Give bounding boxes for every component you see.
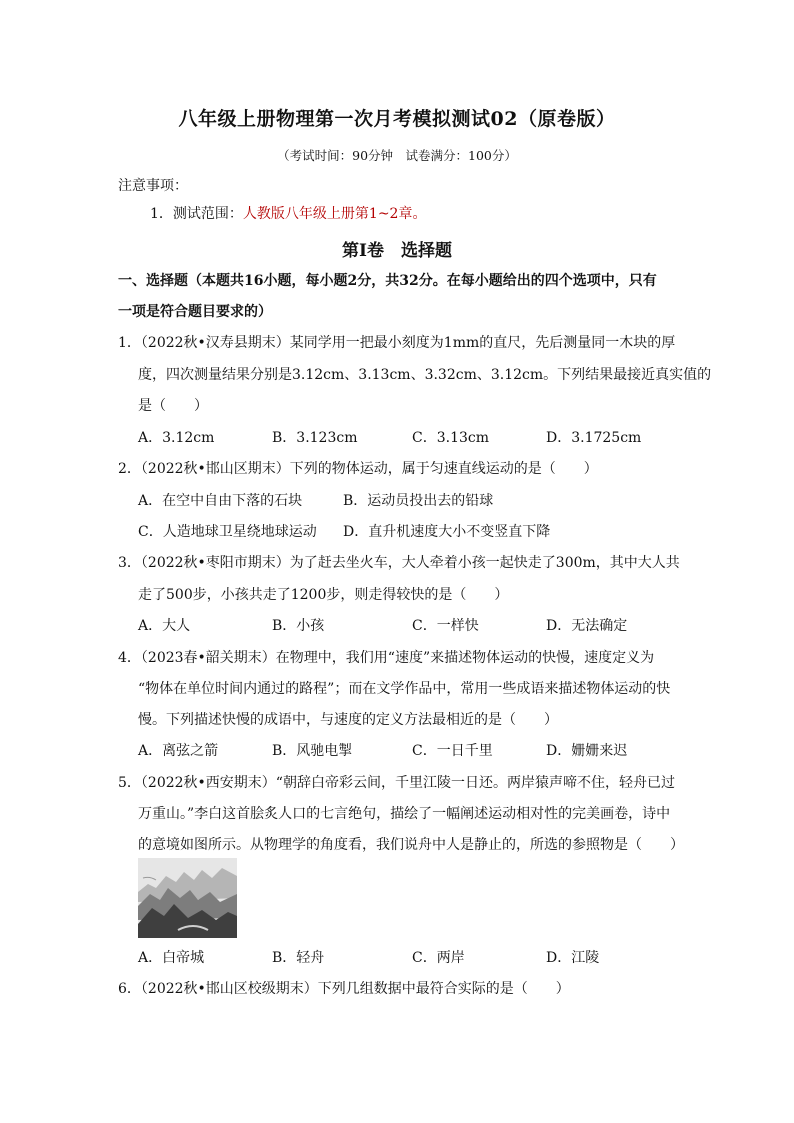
question-5-line-2: 万重山。”李白这首脍炙人口的七言绝句，描绘了一幅阐述运动相对性的完美画卷，诗中 [138,806,671,822]
test-scope [150,204,426,224]
question-3-line-1: 3．（2022秋•枣阳市期末）为了赶去坐火车，大人牵着小孩一起快走了300m，其中大人共 [118,555,680,571]
question-1-line-1: 1．（2022秋•汉寿县期末）某同学用一把最小刻度为1mm的直尺，先后测量同一木块的厚 [118,335,676,351]
question-4-option-d[interactable]: D．姗姗来迟 [546,743,628,759]
question-4-option-a[interactable]: A．离弦之箭 [138,743,219,759]
question-1-option-a[interactable]: A．3.12cm [138,430,215,446]
instruction-line-1: 一、选择题（本题共16小题，每小题2分，共32分。在每小题给出的四个选项中，只有 [118,273,657,289]
question-3-option-b[interactable]: B．小孩 [272,618,325,634]
question-1-line-3: 是（ ） [138,398,208,414]
question-5-option-a[interactable]: A．白帝城 [138,950,205,966]
question-3-option-a[interactable]: A．大人 [138,618,191,634]
question-4-option-b[interactable]: B．风驰电掣 [272,743,353,759]
landscape-illustration [138,858,237,938]
question-2-option-a[interactable]: A．在空中自由下落的石块 [138,493,303,509]
question-5-option-b[interactable]: B．轻舟 [272,950,325,966]
question-5-option-d[interactable]: D．江陵 [546,950,600,966]
question-1-option-c[interactable]: C．3.13cm [412,430,489,446]
question-4-option-c[interactable]: C．一日千里 [412,743,493,759]
question-3-option-d[interactable]: D．无法确定 [546,618,628,634]
question-2-line-1: 2．（2022秋•邯山区期末）下列的物体运动，属于匀速直线运动的是（ ） [118,461,598,477]
question-3-line-2: 走了500步，小孩共走了1200步，则走得较快的是（ ） [138,587,509,603]
ink-landscape-image [138,858,237,938]
question-2-option-c[interactable]: C．人造地球卫星绕地球运动 [138,524,317,540]
question-1-option-b[interactable]: B．3.123cm [272,430,358,446]
question-5-line-1: 5．（2022秋•西安期末）“朝辞白帝彩云间，千里江陵一日还。两岸猿声啼不住，轻舟已过 [118,775,675,791]
question-4-line-2: “物体在单位时间内通过的路程”；而在文学作品中，常用一些成语来描述物体运动的快 [138,681,671,697]
question-5-option-c[interactable]: C．两岸 [412,950,465,966]
instruction-line-2: 一项是符合题目要求的） [118,304,272,320]
question-1-option-d[interactable]: D．3.1725cm [546,430,642,446]
question-4-line-1: 4．（2023春•韶关期末）在物理中，我们用“速度”来描述物体运动的快慢，速度定义为 [118,650,655,666]
test-scope-prefix: 1．测试范围： [150,206,243,222]
exam-info: （考试时间：90分钟 试卷满分：100分） [277,148,517,163]
test-scope-text: 人教版八年级上册第1~2章。 [242,206,427,222]
question-2-option-d[interactable]: D．直升机速度大小不变竖直下降 [343,524,551,540]
question-5-line-3: 的意境如图所示。从物理学的角度看，我们说舟中人是静止的，所选的参照物是（ ） [138,837,684,853]
question-2-option-b[interactable]: B．运动员投出去的铅球 [343,493,494,509]
question-4-line-3: 慢。下列描述快慢的成语中，与速度的定义方法最相近的是（ ） [138,712,558,728]
question-3-option-c[interactable]: C．一样快 [412,618,479,634]
notice-label: 注意事项： [118,178,188,194]
section-title: 第Ⅰ卷 选择题 [342,241,452,261]
question-1-line-2: 度，四次测量结果分别是3.12cm、3.13cm、3.32cm、3.12cm。下列结果最接近真实值的 [138,367,712,383]
question-6-line-1: 6．（2022秋•邯山区校级期末）下列几组数据中最符合实际的是（ ） [118,981,570,997]
page-title: 八年级上册物理第一次月考模拟测试02（原卷版） [178,108,616,130]
